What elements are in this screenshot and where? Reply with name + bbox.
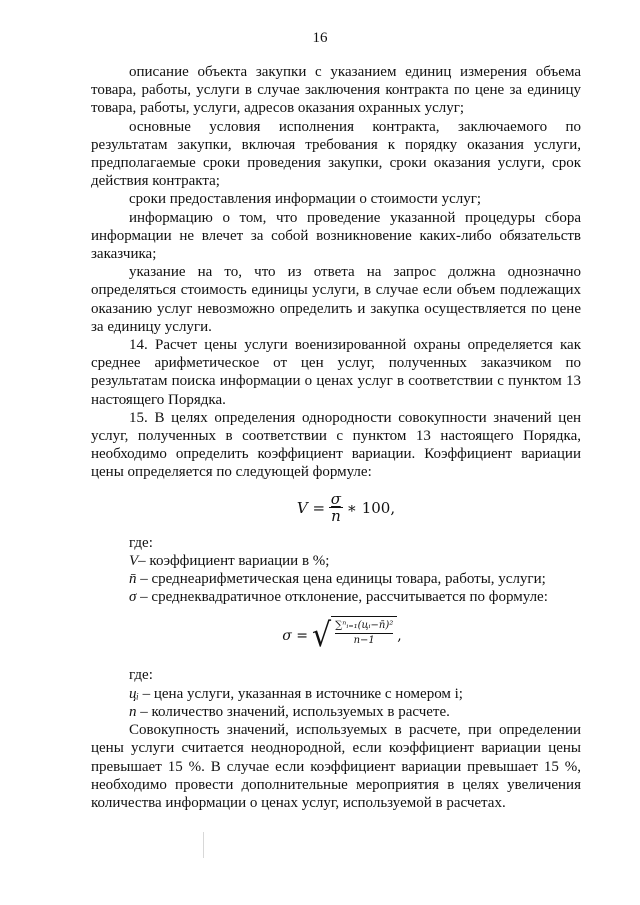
formula-v-lhs: V =: [296, 498, 326, 517]
paragraph-info-deadlines: сроки предоставления информации о стоимости услуг;: [129, 191, 482, 208]
formula-v-denominator: n: [331, 507, 341, 526]
symbol-n: n: [129, 703, 137, 720]
paragraph-item-15: 15. В целях определения однородности совокупности значений цен услуг, полученных в соответствии с пунктом 13 настоящего Порядка, необходимо определить коэффициент вариации. Коэффициент вариации цены определяется по следующей формуле:: [91, 409, 581, 481]
page-number: 16: [312, 30, 328, 46]
formula-standard-deviation: [103, 606, 581, 666]
symbol-nbar: n̄: [129, 571, 137, 588]
symbol-sigma: σ: [129, 589, 137, 606]
definition-ci-text: – цена услуги, указанная в источнике с номером i;: [138, 685, 463, 702]
definition-n: [91, 703, 581, 721]
paragraph-no-obligations: информацию о том, что проведение указанной процедуры сбора информации не влечет за собой возникновение каких-либо обязательств заказчика;: [91, 209, 581, 263]
formula-variation-coefficient: [111, 482, 581, 534]
definition-v: [91, 552, 581, 570]
definition-v-text: – коэффициент вариации в %;: [138, 552, 330, 569]
formula-sigma-lhs: σ =: [282, 628, 309, 645]
formula-v-fraction: [329, 491, 343, 524]
paragraph-unit-price: указание на то, что из ответа на запрос должна однозначно определяться стоимость единицы услуги, в случае если объем подлежащих оказанию услуг невозможно определить и закупка осуществляется по цене за единицу услуги.: [91, 264, 581, 335]
formula-sigma-tail: ,: [397, 628, 402, 645]
paragraph-contract-conditions: основные условия исполнения контракта, заключаемого по результатам закупки, включая требования к порядку оказания услуги, предполагаемые сроки проведения закупки, сроки оказания услуги, срок действия контракта;: [91, 118, 581, 190]
document-body: [91, 63, 581, 812]
definition-sigma-text: – среднеквадратичное отклонение, рассчитывается по формуле:: [136, 589, 548, 606]
formula-v-numerator: σ: [330, 490, 342, 509]
formula-sigma-numerator: ∑ⁿᵢ₌₁(цᵢ−n̄)²: [335, 620, 394, 632]
definition-sigma: [91, 588, 581, 606]
definition-nbar: [91, 570, 581, 588]
paragraph-heterogeneity: Совокупность значений, используемых в расчете, при определении цены услуги считается неоднородной, если коэффициент вариации цены превышает 15 %. В случае если коэффициент вариации превышает 15 %, необходимо провести дополнительные мероприятия в целях увеличения количества информации о ценах услуг, используемой в расчетах.: [91, 722, 581, 811]
where-label-1: где:: [129, 534, 153, 551]
formula-sigma-denominator: n−1: [335, 633, 393, 648]
scan-artifact-line: [203, 832, 204, 858]
definition-n-text: – количество значений, используемых в расчете.: [136, 703, 450, 720]
formula-v-rhs: ∗ 100,: [346, 498, 396, 517]
symbol-v: V: [129, 552, 139, 569]
paragraph-object-description: описание объекта закупки с указанием единиц измерения объема товара, работы, услуги в случае заключения контракта по цене за единицу товара, работы, услуги, адресов оказания охранных услуг;: [91, 64, 581, 117]
paragraph-item-14: 14. Расчет цены услуги военизированной охраны определяется как среднее арифметическое от цен услуг, полученных заказчиком по результатам поиска информации о ценах услуг в соответствии с пунктом 13 настоящего Порядка.: [91, 337, 581, 408]
definition-ci: [91, 685, 581, 703]
definition-nbar-text: – среднеарифметическая цена единицы товара, работы, услуги;: [136, 571, 546, 588]
sqrt-icon: √: [312, 616, 332, 656]
symbol-ci: цᵢ: [129, 685, 139, 702]
formula-sigma-fraction: [331, 616, 397, 656]
formula-sigma-root: [312, 616, 397, 656]
where-label-2: где:: [129, 667, 153, 684]
